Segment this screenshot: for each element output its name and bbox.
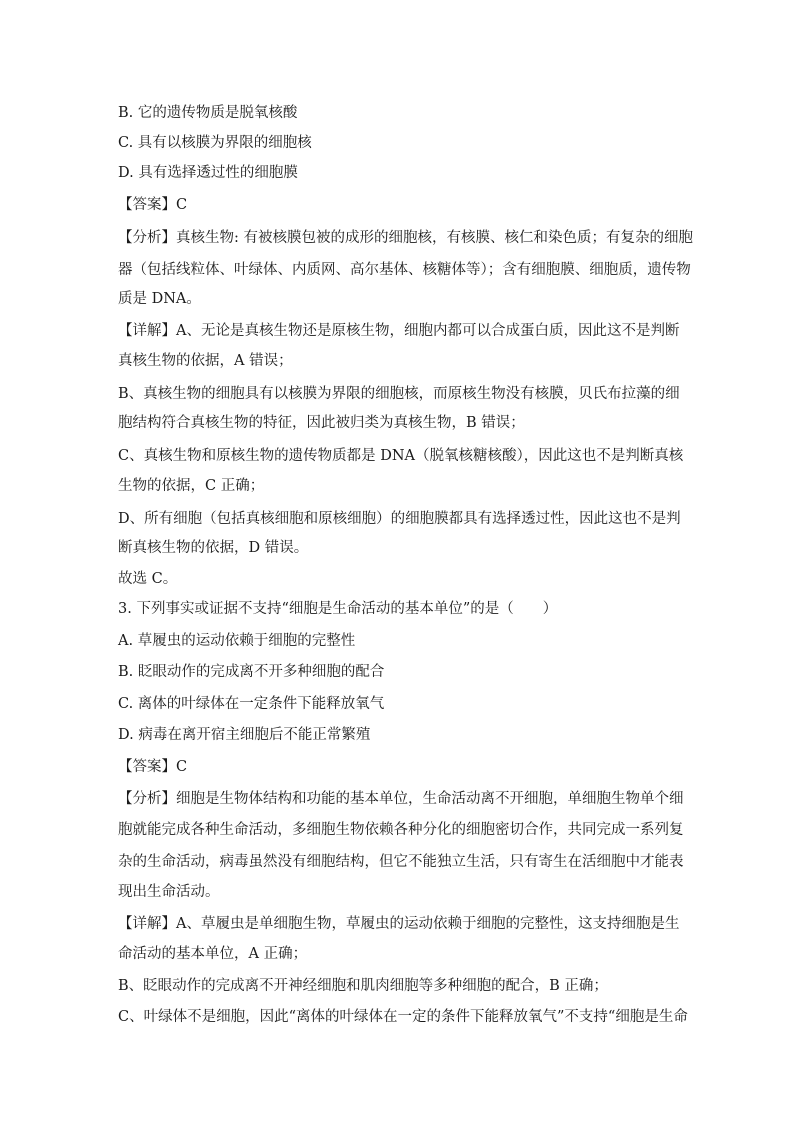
- explanation-line: 【详解】A、草履虫是单细胞生物，草履虫的运动依赖于细胞的完整性，这支持细胞是生: [118, 916, 680, 932]
- option-c-line: C. 具有以核膜为界限的细胞核: [118, 135, 312, 151]
- analysis-line: 质是 DNA。: [118, 291, 201, 307]
- explanation-line: 生物的依据，C 正确；: [118, 478, 265, 494]
- explanation-line: B、眨眼动作的完成离不开神经细胞和肌肉细胞等多种细胞的配合，B 正确；: [118, 978, 608, 994]
- option-c-line: C. 离体的叶绿体在一定条件下能释放氧气: [118, 696, 385, 712]
- explanation-line: 真核生物的依据，A 错误；: [118, 353, 293, 369]
- option-b-line: B. 眨眼动作的完成离不开多种细胞的配合: [118, 664, 385, 680]
- analysis-line: 【分析】真核生物: 有被核膜包被的成形的细胞核，有核膜、核仁和染色质；有复杂的细胞: [118, 230, 693, 246]
- analysis-line: 【分析】细胞是生物体结构和功能的基本单位，生命活动离不开细胞，单细胞生物单个细: [118, 791, 684, 807]
- explanation-line: 断真核生物的依据，D 错误。: [118, 540, 309, 556]
- answer-line: 【答案】C: [118, 197, 188, 213]
- explanation-line: C、真核生物和原核生物的遗传物质都是 DNA（脱氧核糖核酸），因此这也不是判断真核: [118, 448, 684, 464]
- option-d-line: D. 具有选择透过性的细胞膜: [118, 165, 298, 181]
- option-d-line: D. 病毒在离开宿主细胞后不能正常繁殖: [118, 727, 371, 743]
- question-3-stem: 3. 下列事实或证据不支持“细胞是生命活动的基本单位”的是（ ）: [118, 601, 558, 617]
- option-a-line: A. 草履虫的运动依赖于细胞的完整性: [118, 633, 356, 649]
- explanation-line: C、叶绿体不是细胞，因此“离体的叶绿体在一定的条件下能释放氧气”不支持“细胞是生命: [118, 1009, 688, 1025]
- analysis-line: 胞就能完成各种生命活动，多细胞生物依赖各种分化的细胞密切合作，共同完成一系列复: [118, 822, 684, 838]
- explanation-line: 【详解】A、无论是真核生物还是原核生物，细胞内都可以合成蛋白质，因此这不是判断: [118, 323, 680, 339]
- analysis-line: 杂的生命活动，病毒虽然没有细胞结构，但它不能独立生活，只有寄生在活细胞中才能表: [118, 854, 684, 870]
- explanation-line: D、所有细胞（包括真核细胞和原核细胞）的细胞膜都具有选择透过性，因此这也不是判: [118, 511, 681, 527]
- answer-line: 【答案】C: [118, 759, 188, 775]
- conclusion-line: 故选 C。: [118, 571, 178, 587]
- explanation-line: B、真核生物的细胞具有以核膜为界限的细胞核，而原核生物没有核膜，贝氏布拉藻的细: [118, 386, 680, 402]
- explanation-line: 胞结构符合真核生物的特征，因此被归类为真核生物，B 错误；: [118, 415, 525, 431]
- analysis-line: 器（包括线粒体、叶绿体、内质网、高尔基体、核糖体等）；含有细胞膜、细胞质，遗传物: [118, 262, 691, 278]
- option-b-line: B. 它的遗传物质是脱氧核酸: [118, 105, 298, 121]
- analysis-line: 现出生命活动。: [118, 884, 220, 900]
- explanation-line: 命活动的基本单位，A 正确；: [118, 946, 308, 962]
